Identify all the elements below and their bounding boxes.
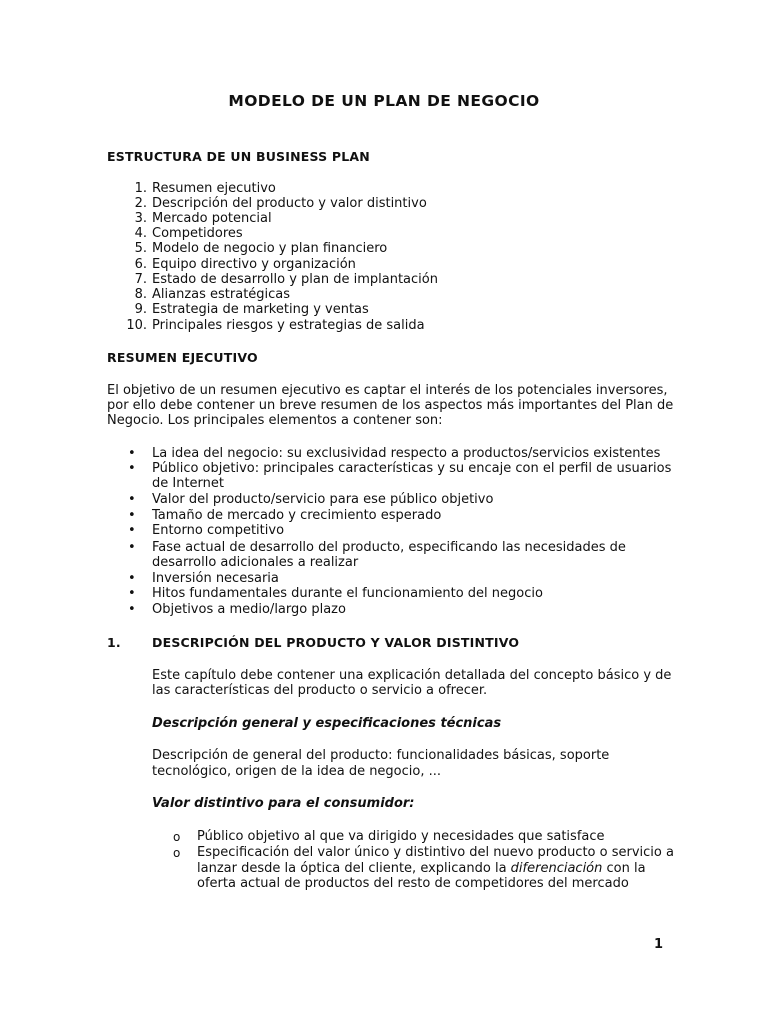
bullet-icon: •	[128, 461, 136, 476]
bullet-icon: •	[128, 446, 136, 461]
list-number: 4.	[134, 226, 147, 241]
bullet-icon: •	[128, 540, 136, 555]
subheading: Descripción general y especificaciones técnicas	[152, 716, 502, 731]
list-item: Estrategia de marketing y ventas	[152, 302, 369, 317]
list-item: Estado de desarrollo y plan de implantación	[152, 272, 438, 287]
paragraph-line: El objetivo de un resumen ejecutivo es captar el interés de los potenciales inversores,	[107, 383, 668, 398]
paragraph-line: Negocio. Los principales elementos a contener son:	[107, 413, 443, 428]
circle-bullet-icon: o	[173, 846, 181, 860]
circle-bullet-icon: o	[173, 830, 181, 844]
list-item: Hitos fundamentales durante el funcionamiento del negocio	[152, 586, 543, 601]
bullet-icon: •	[128, 508, 136, 523]
list-item: Valor del producto/servicio para ese público objetivo	[152, 492, 494, 507]
bullet-icon: •	[128, 586, 136, 601]
bullet-icon: •	[128, 523, 136, 538]
list-number: 8.	[134, 287, 147, 302]
paragraph-line: las características del producto o servicio a ofrecer.	[152, 683, 488, 698]
list-number: 5.	[134, 241, 147, 256]
list-item: Mercado potencial	[152, 211, 272, 226]
list-item: Principales riesgos y estrategias de salida	[152, 318, 425, 333]
list-item: Inversión necesaria	[152, 571, 279, 586]
list-item: Especificación del valor único y distintivo del nuevo producto o servicio a	[197, 845, 674, 860]
list-number: 3.	[134, 211, 147, 226]
subheading: Valor distintivo para el consumidor:	[152, 796, 415, 811]
text-run: con la	[602, 861, 646, 876]
bullet-icon: •	[128, 492, 136, 507]
document-title: MODELO DE UN PLAN DE NEGOCIO	[228, 92, 540, 110]
summary-heading: RESUMEN EJECUTIVO	[107, 350, 258, 365]
paragraph-line: por ello debe contener un breve resumen de los aspectos más importantes del Plan de	[107, 398, 674, 413]
list-number: 6.	[134, 257, 147, 272]
list-number: 9.	[134, 302, 147, 317]
list-item: Entorno competitivo	[152, 523, 285, 538]
bullet-icon: •	[128, 602, 136, 617]
page-number: 1	[654, 937, 664, 952]
bullet-icon: •	[128, 571, 136, 586]
section-number: 1.	[107, 635, 121, 650]
list-item: Objetivos a medio/largo plazo	[152, 602, 346, 617]
list-item-continuation	[197, 861, 646, 876]
list-item: La idea del negocio: su exclusividad respecto a productos/servicios existentes	[152, 446, 661, 461]
list-item: Público objetivo al que va dirigido y necesidades que satisface	[197, 829, 605, 844]
list-item: Público objetivo: principales características y su encaje con el perfil de usuarios	[152, 461, 672, 476]
list-item: Equipo directivo y organización	[152, 257, 356, 272]
list-item-continuation: oferta actual de productos del resto de competidores del mercado	[197, 876, 629, 891]
product-heading: DESCRIPCIÓN DEL PRODUCTO Y VALOR DISTINTIVO	[152, 635, 520, 650]
paragraph-line: Este capítulo debe contener una explicación detallada del concepto básico y de	[152, 668, 672, 683]
list-item: Tamaño de mercado y crecimiento esperado	[152, 508, 442, 523]
list-item: Alianzas estratégicas	[152, 287, 291, 302]
list-item: Competidores	[152, 226, 243, 241]
list-number: 10.	[126, 318, 147, 333]
text-run: lanzar desde la óptica del cliente, explicando la	[197, 861, 511, 876]
paragraph-line: tecnológico, origen de la idea de negocio, ...	[152, 764, 442, 779]
list-item-continuation: desarrollo adicionales a realizar	[152, 555, 359, 570]
paragraph-line: Descripción de general del producto: funcionalidades básicas, soporte	[152, 748, 610, 763]
list-item: Fase actual de desarrollo del producto, especificando las necesidades de	[152, 540, 626, 555]
list-item: Resumen ejecutivo	[152, 181, 276, 196]
list-number: 7.	[134, 272, 147, 287]
list-number: 2.	[134, 196, 147, 211]
list-item: Modelo de negocio y plan financiero	[152, 241, 388, 256]
list-item-continuation: de Internet	[152, 476, 225, 491]
list-number: 1.	[134, 181, 147, 196]
emphasis-text: diferenciación	[510, 861, 603, 876]
list-item: Descripción del producto y valor distintivo	[152, 196, 427, 211]
structure-heading: ESTRUCTURA DE UN BUSINESS PLAN	[107, 149, 370, 164]
